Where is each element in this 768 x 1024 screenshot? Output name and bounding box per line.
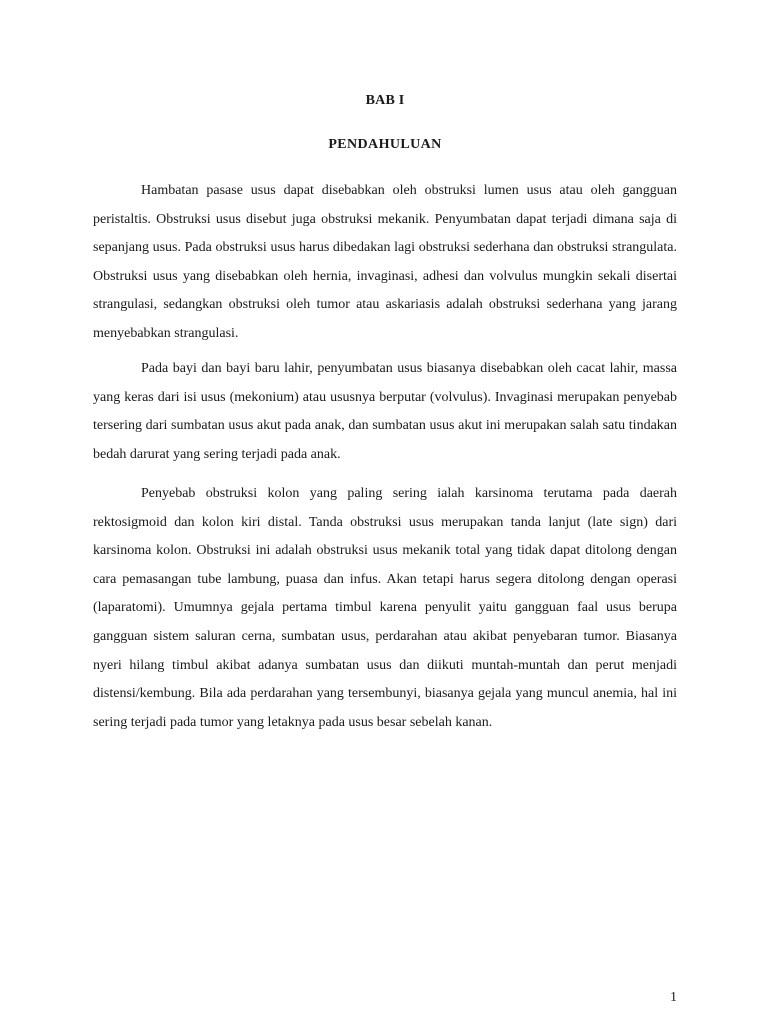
chapter-title: PENDAHULUAN <box>328 137 442 152</box>
paragraph-1: Hambatan pasase usus dapat disebabkan oleh obstruksi lumen usus atau oleh gangguan peristaltis. Obstruksi usus disebut juga obstruksi mekanik. Penyumbatan dapat terjadi dimana saja di sepanjang usus. Pada obstruksi usus harus dibedakan lagi obstruksi sederhana dan obstruksi strangulata. Obstruksi usus yang disebabkan oleh hernia, invaginasi, adhesi dan volvulus mungkin sekali disertai strangulasi, sedangkan obstruksi oleh tumor atau askariasis adalah obstruksi sederhana yang jarang menyebabkan strangulasi. <box>93 183 677 341</box>
page-number: 1 <box>670 990 677 1005</box>
paragraph-2: Pada bayi dan bayi baru lahir, penyumbatan usus biasanya disebabkan oleh cacat lahir, massa yang keras dari isi usus (mekonium) atau ususnya berputar (volvulus). Invaginasi merupakan penyebab tersering dari sumbatan usus akut pada anak, dan sumbatan usus akut ini merupakan salah satu tindakan bedah darurat yang sering terjadi pada anak. <box>93 361 677 462</box>
chapter-heading: BAB I <box>365 93 405 108</box>
paragraph-3: Penyebab obstruksi kolon yang paling sering ialah karsinoma terutama pada daerah rektosigmoid dan kolon kiri distal. Tanda obstruksi usus merupakan tanda lanjut (late sign) dari karsinoma kolon. Obstruksi ini adalah obstruksi usus mekanik total yang tidak dapat ditolong dengan cara pemasangan tube lambung, puasa dan infus. Akan tetapi harus segera ditolong dengan operasi (laparatomi). Umumnya gejala pertama timbul karena penyulit yaitu gangguan faal usus berupa gangguan sistem saluran cerna, sumbatan usus, perdarahan atau akibat penyebaran tumor. Biasanya nyeri hilang timbul akibat adanya sumbatan usus dan diikuti muntah-muntah dan perut menjadi distensi/kembung. Bila ada perdarahan yang tersembunyi, biasanya gejala yang muncul anemia, hal ini sering terjadi pada tumor yang letaknya pada usus besar sebelah kanan. <box>93 486 677 730</box>
